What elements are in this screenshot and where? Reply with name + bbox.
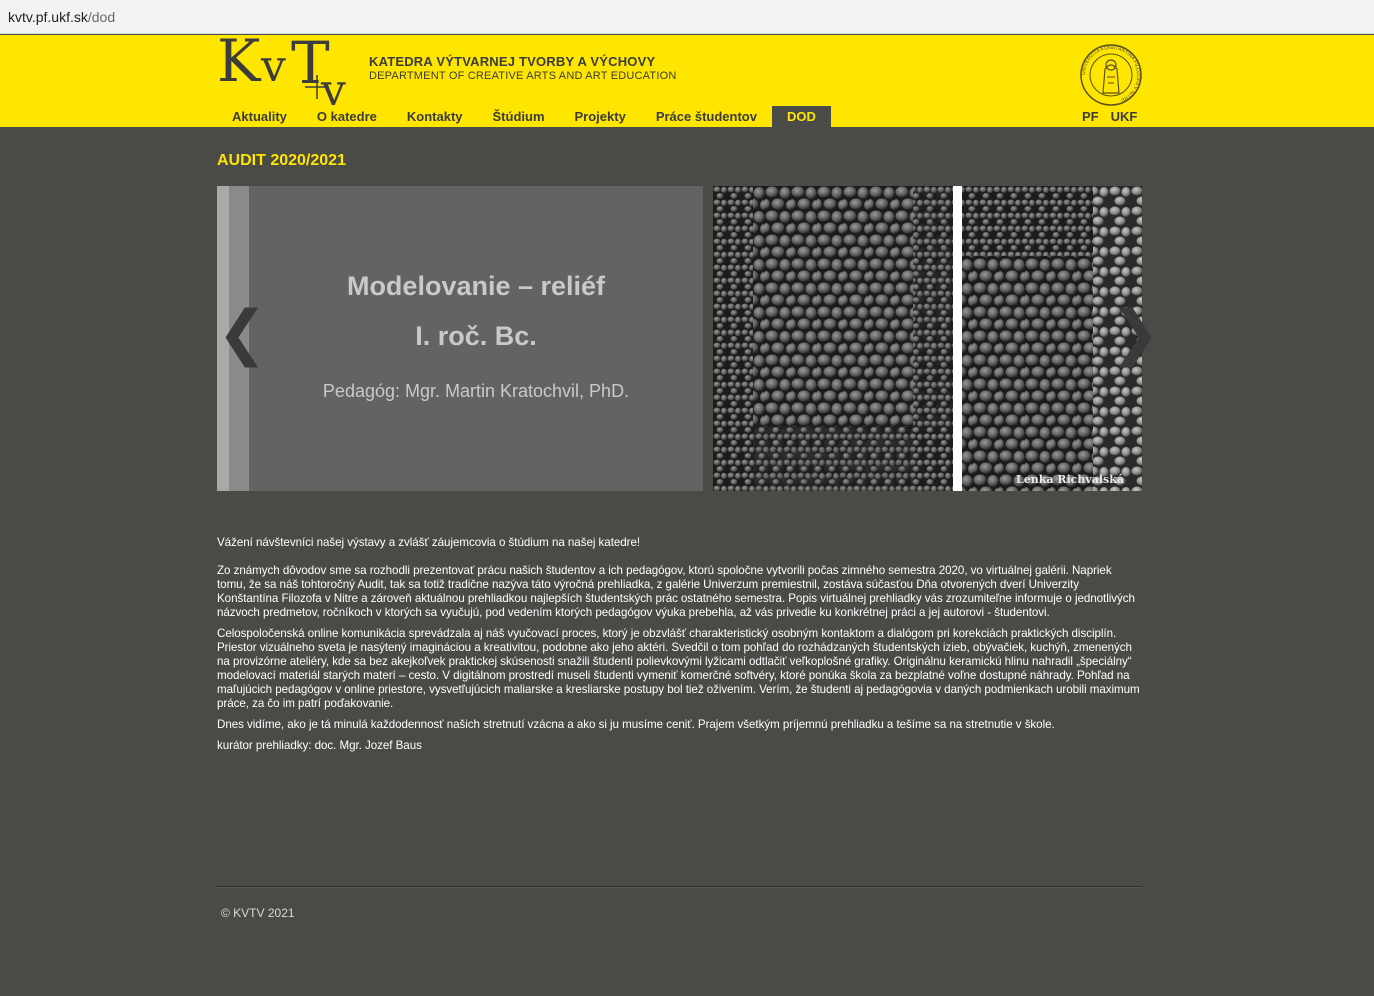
- department-name-en: DEPARTMENT OF CREATIVE ARTS AND ART EDUCATION: [369, 70, 677, 82]
- kvtv-logo[interactable]: [217, 27, 357, 116]
- seal-text: UNIVERZITA KONŠTANTÍNA FILOZOFA V NITRE: [1080, 44, 1142, 103]
- svg-text:v: v: [321, 65, 346, 116]
- svg-text:K: K: [217, 27, 261, 95]
- slide-title-panel: [217, 186, 703, 491]
- artwork-author-caption: Lenka Richvalská: [1016, 473, 1124, 486]
- article-greeting: Vážení návštevníci našej výstavy a zvlášť záujemcovia o štúdium na našej katedre!: [217, 536, 641, 549]
- url-path: /dod: [87, 9, 116, 25]
- nav-item-aktuality[interactable]: Aktuality: [232, 109, 287, 124]
- slide-year: I. roč. Bc.: [415, 321, 537, 351]
- article-paragraph: Zo známych dôvodov sme sa rozhodli prezentovať prácu našich študentov a ich pedagógov, ktorú spoločne vytvorili počas zimného semestra 2020, vo virtuálnej galérii. Napriek tomu, že sa náš tohtoročný Audit, tak sa totiž tradične nazýva táto výročná prehliadka, z galérie Univerzum premiestnil, zostáva súčasťou Dňa otvorených dverí Univerzity Konštantína Filozofa v Nitre a zároveň aktuálnou prehliadkou najlepších študentských prác ostatného semestra. Popis virtuálnej prehliadky vás zrozumiteľne informuje o jednotlivých názvoch predmetov, ročníkoch v ktorých sa vyučujú, pod vedením ktorých pedagógov výuka prebehla, až vás privedie ku konkrétnej práci a jej autorovi - študentovi.: [217, 564, 1135, 619]
- slide-course-title: Modelovanie – reliéf: [346, 271, 606, 301]
- article-paragraph: Dnes vidíme, ako je tá minulá každodennosť našich stretnutí vzácna a ako si ju musíme ceniť. Prajem všetkým príjemnú prehliadku a tešíme sa na stretnutie v škole.: [217, 718, 1055, 731]
- address-bar[interactable]: [0, 0, 1374, 34]
- article-signature: kurátor prehliadky: doc. Mgr. Jozef Baus: [217, 739, 422, 752]
- nav-item-prace-studentov[interactable]: Práce študentov: [655, 109, 757, 124]
- nav-item-studium[interactable]: Štúdium: [492, 109, 545, 124]
- nav-item-dod[interactable]: DOD: [772, 106, 831, 127]
- svg-text:T: T: [291, 29, 330, 97]
- chevron-left-icon[interactable]: ❮: [217, 298, 268, 368]
- chevron-right-icon[interactable]: ❯: [1110, 298, 1161, 368]
- footer-copyright: © KVTV 2021: [221, 906, 295, 920]
- main-nav: [217, 106, 831, 127]
- nav-item-projekty[interactable]: Projekty: [574, 109, 626, 124]
- page-title: AUDIT 2020/2021: [217, 152, 346, 169]
- site-header: [0, 27, 1374, 127]
- url-text[interactable]: [8, 9, 115, 25]
- article-paragraph: Celospoločenská online komunikácia sprevádzala aj náš vyučovací proces, ktorý je obzvlášť charakteristický osobným kontaktom a dialógom pri korekciách praktických disciplín. Priestor vizuálneho sveta je nasýtený imagináciou a kreativitou, podobne ako jeho aktéri. Svedčil o tom pohľad do rozhádzaných študentských izieb, obývačiek, kuchýň, zmenených na provizórne ateliéry, kde sa bez akejkoľvek praktickej skúsenosti snažili študenti polievkovými lyžicami odtlačiť veľkoplošné grafiky. Originálnu keramickú hlinu nahradil „špeciálny“ modelovací materiál starých materí – cesto. V digitálnom prostredí museli študenti vymeniť komerčné softvéry, ktoré ponúka škola za bezplatné voľne dostupné náhrady. Pohľad na maľujúcich pedagógov v online priestore, vysvetľujúcich maliarske a kresliarske postupy bol tiež oživením. Verím, že študenti aj pedagógovia v daných podmienkach urobili maximum práce, za čo im patrí poďakovanie.: [217, 627, 1140, 710]
- department-name-sk: KATEDRA VÝTVARNEJ TVORBY A VÝCHOVY: [369, 54, 656, 69]
- relief-artwork-image: [713, 186, 1161, 491]
- nav-item-kontakty[interactable]: Kontakty: [406, 109, 463, 124]
- svg-text:v: v: [261, 41, 286, 92]
- slide-teacher: Pedagóg: Mgr. Martin Kratochvil, PhD.: [322, 381, 630, 401]
- faculty-links: [1082, 106, 1137, 127]
- slide-artwork-image: [713, 186, 1161, 491]
- image-slider[interactable]: [217, 186, 1161, 491]
- link-pf[interactable]: PF: [1082, 109, 1099, 124]
- department-name: [369, 54, 676, 82]
- nav-item-o-katedre[interactable]: O katedre: [316, 109, 377, 124]
- url-host: kvtv.pf.ukf.sk: [8, 9, 88, 25]
- article-text: [217, 536, 1142, 760]
- university-seal-icon[interactable]: [1079, 43, 1143, 107]
- link-ukf[interactable]: UKF: [1110, 109, 1138, 124]
- footer-divider: [217, 886, 1142, 888]
